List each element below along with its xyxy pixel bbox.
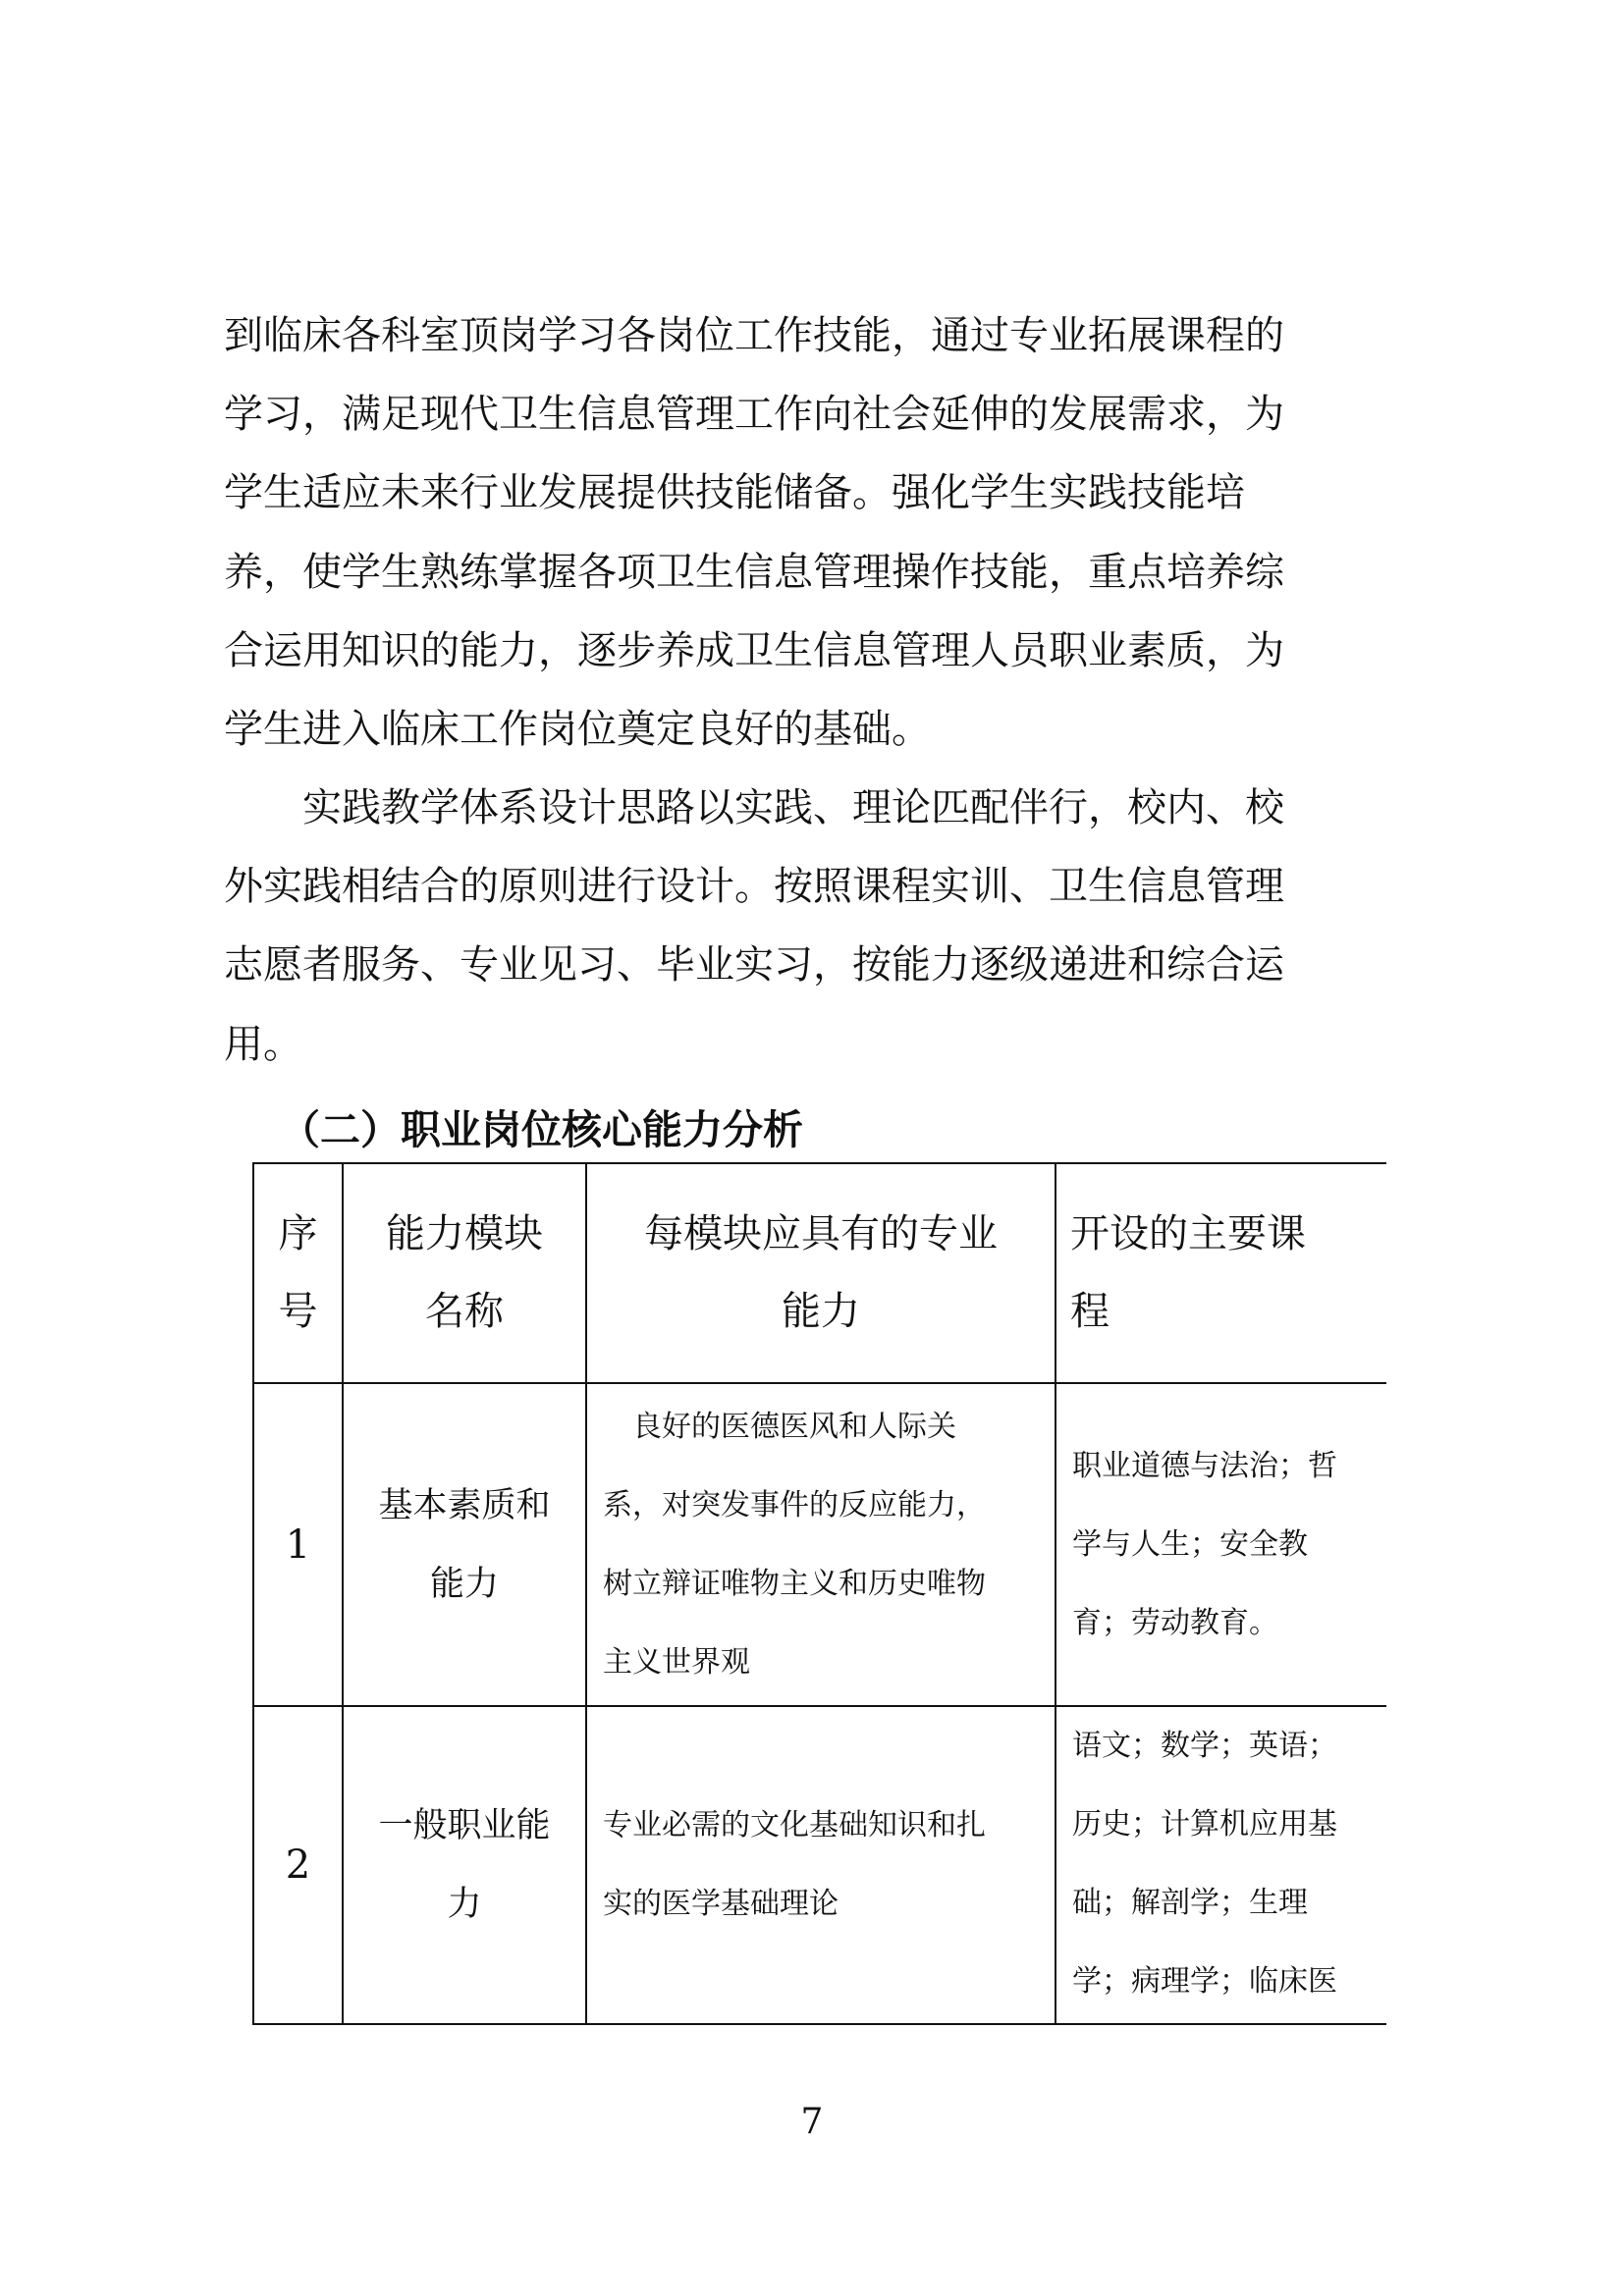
course-text: 历史；计算机应用基 xyxy=(1072,1807,1337,1842)
ability-text: 树立辩证唯物主义和历史唯物 xyxy=(603,1566,986,1601)
header-text: 能力 xyxy=(782,1289,860,1334)
text-line: 外实践相结合的原则进行设计。按照课程实训、卫生信息管理 xyxy=(224,864,1284,910)
module-name-cell xyxy=(343,1706,586,2024)
module-name-text: 能力 xyxy=(429,1564,499,1604)
ability-text: 专业必需的文化基础知识和扎 xyxy=(603,1808,986,1842)
header-cell-module-name xyxy=(343,1163,586,1383)
course-text: 学与人生；安全教 xyxy=(1072,1526,1308,1562)
module-name-text: 力 xyxy=(447,1885,482,1924)
ability-text: 实的医学基础理论 xyxy=(603,1887,839,1921)
text-line: 学生进入临床工作岗位奠定良好的基础。 xyxy=(224,706,931,752)
table-row xyxy=(253,1383,1386,1706)
module-name-cell xyxy=(343,1383,586,1706)
header-text: 每模块应具有的专业 xyxy=(644,1211,998,1256)
text-line: 合运用知识的能力，逐步养成卫生信息管理人员职业素质，为 xyxy=(224,627,1284,673)
courses-cell xyxy=(1056,1383,1386,1706)
ability-text: 良好的医德医风和人际关 xyxy=(632,1409,956,1444)
text-line: 志愿者服务、专业见习、毕业实习，按能力逐级递进和综合运 xyxy=(224,942,1284,988)
ability-text: 主义世界观 xyxy=(603,1644,750,1680)
text-line: 实践教学体系设计思路以实践、理论匹配伴行，校内、校 xyxy=(224,785,1284,830)
course-text: 语文；数学；英语； xyxy=(1072,1729,1337,1763)
course-text: 职业道德与法治；哲 xyxy=(1072,1448,1337,1483)
ability-table xyxy=(252,1162,1386,2025)
row-number: 1 xyxy=(253,1383,343,1706)
text-line: 养，使学生熟练掌握各项卫生信息管理操作技能，重点培养综 xyxy=(224,549,1284,595)
header-cell-courses xyxy=(1056,1163,1386,1383)
page-number: 7 xyxy=(800,2102,824,2142)
header-cell-abilities xyxy=(586,1163,1056,1383)
section-heading: （二）职业岗位核心能力分析 xyxy=(280,1106,803,1153)
body-paragraph-1 xyxy=(224,296,1402,769)
row-number: 2 xyxy=(253,1706,343,2024)
header-text: 开设的主要课 xyxy=(1070,1211,1306,1256)
course-text: 育；劳动教育。 xyxy=(1072,1605,1278,1640)
text-line: 学生适应未来行业发展提供技能储备。强化学生实践技能培 xyxy=(224,470,1245,516)
table-row xyxy=(253,1706,1386,2024)
text-line: 学习，满足现代卫生信息管理工作向社会延伸的发展需求，为 xyxy=(224,392,1284,438)
body-paragraph-2 xyxy=(224,769,1402,1084)
header-text: 序 xyxy=(278,1211,318,1256)
table-header-row xyxy=(253,1163,1386,1383)
text-line: 用。 xyxy=(224,1021,302,1067)
ability-cell xyxy=(586,1706,1056,2024)
text-line: 到临床各科室顶岗学习各岗位工作技能，通过专业拓展课程的 xyxy=(224,313,1284,358)
ability-text: 系，对突发事件的反应能力， xyxy=(603,1487,986,1522)
module-name-text: 一般职业能 xyxy=(378,1806,551,1845)
course-text: 础；解剖学；生理 xyxy=(1072,1886,1308,1920)
ability-table-container xyxy=(252,1162,1386,2034)
ability-cell xyxy=(586,1383,1056,1706)
course-text: 学；病理学；临床医 xyxy=(1072,1964,1337,1999)
module-name-text: 基本素质和 xyxy=(378,1485,551,1525)
courses-cell xyxy=(1056,1706,1386,2024)
header-text: 名称 xyxy=(425,1289,504,1334)
ability-text-wrap xyxy=(603,1388,1045,1467)
header-text: 能力模块 xyxy=(386,1211,543,1256)
header-cell-number xyxy=(253,1163,343,1383)
header-text: 程 xyxy=(1070,1289,1110,1334)
header-text: 号 xyxy=(278,1289,318,1334)
